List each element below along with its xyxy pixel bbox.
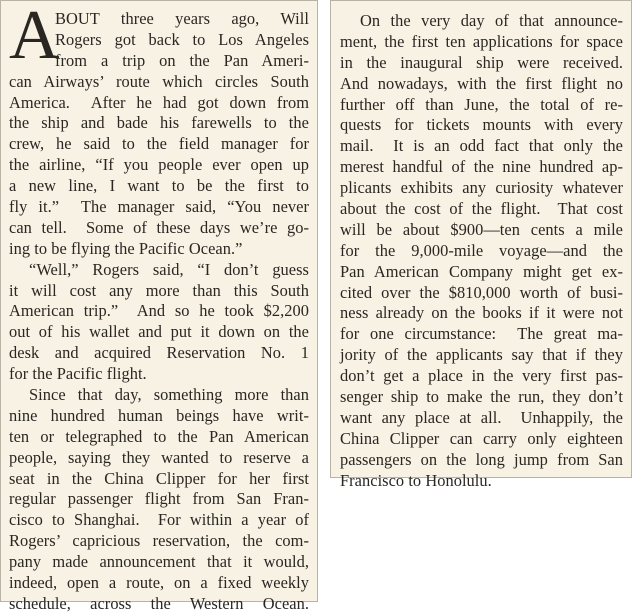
right-column-text [340,11,623,491]
text-line: nine hundred human beings have writ- [9,405,309,425]
text-line: And nowadays, with the first flight no [340,73,623,93]
text-line: fly it.” The manager said, “You never [9,197,309,217]
text-line: further off than June, the total of re- [340,94,623,114]
drop-cap: A [9,0,60,74]
text-line: seat in the China Clipper for her first [9,468,309,488]
text-line: Rogers got back to Los Angeles [55,29,309,49]
text-line: the ship and bade his farewells to the [9,113,309,133]
text-line: will be about $900—ten cents a mile [340,219,623,239]
text-line: “Well,” Rogers said, “I don’t guess [29,259,309,279]
text-line: don’t get a place in the very first pas- [340,366,623,386]
text-line: want any place at all. Unhappily, the [340,407,623,427]
text-line: from a trip on the Pan Ameri- [55,50,309,70]
text-line: mail. It is an odd fact that only the [340,136,623,156]
text-line: a new line, I want to be the first to [9,176,309,196]
text-line: regular passenger flight from San Fran- [9,489,309,509]
text-line: plicants exhibits any curiosity whatever [340,178,623,198]
text-line: American trip.” And so he took $2,200 [9,301,309,321]
text-line: out of his wallet and put it down on the [9,322,309,342]
text-line: jority of the applicants say that if they [340,345,623,365]
text-line: indeed, open a route, on a fixed weekly [9,573,309,593]
text-line: desk and acquired Reservation No. 1 [9,343,309,363]
text-line: can Airways’ route which circles South [9,71,309,91]
text-line: passengers on the long jump from San [340,449,623,469]
text-line: merest handful of the nine hundred ap- [340,157,623,177]
text-line: cisco to Shanghai. For within a year of [9,510,309,530]
text-line: ing to be flying the Pacific Ocean.” [9,238,243,258]
text-line: pany made announcement that it would, [9,552,309,572]
text-line: ten or telegraphed to the Pan American [9,426,309,446]
text-line: BOUT three years ago, Will [55,9,309,28]
text-line: it will cost any more than this South [9,280,309,300]
text-line: in the inaugural ship were received. [340,52,623,72]
text-line: schedule, across the Western Ocean. [9,593,309,613]
text-line: Francisco to Honolulu. [340,470,492,490]
text-line: On the very day of that announce- [360,11,623,30]
left-column-text [9,9,309,615]
text-line: Pan American Company might get ex- [340,261,623,281]
text-line: cited over the $810,000 worth of busi- [340,282,623,302]
article-column-right [330,0,632,490]
text-line: about the cost of the flight. That cost [340,199,623,219]
text-line: America. After he had got down from [9,92,309,112]
text-line: ness already on the books if it were not [340,303,623,323]
text-line: ment, the first ten applications for space [340,31,623,51]
article-column-left [0,0,318,613]
text-line: for one circumstance: The great ma- [340,324,623,344]
text-line: for the Pacific flight. [9,364,147,384]
text-line: senger ship to make the run, they don’t [340,387,623,407]
text-line: Since that day, something more than [29,385,309,405]
text-line: the airline, “If you people ever open up [9,155,309,175]
text-line: crew, he said to the field manager for [9,134,309,154]
text-line: for the 9,000-mile voyage—and the [340,240,623,260]
text-line: people, saying they wanted to reserve a [9,447,309,467]
text-line: quests for tickets mounts with every [340,115,623,135]
text-line: Rogers’ capricious reservation, the com- [9,531,309,551]
text-line: China Clipper can carry only eighteen [340,428,623,448]
text-line: can tell. Some of these days we’re go- [9,217,309,237]
